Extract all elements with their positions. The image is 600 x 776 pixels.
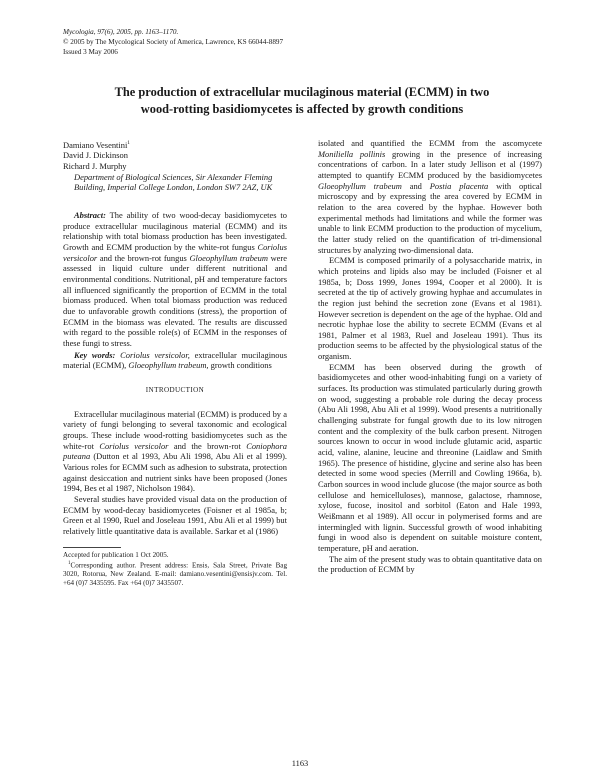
section-heading-introduction: INTRODUCTION	[145, 385, 205, 394]
issued-date: Issued 3 May 2006	[63, 48, 118, 56]
copyright-line: © 2005 by The Mycological Society of America, Lawrence, KS 66044-8897	[63, 38, 284, 46]
body-paragraph: ECMM is composed primarily of a polysaccharide matrix, in which proteins and lipids also may be included (Foisner et al 1985a, b; Doss 1999, Jones 1994, Cooper et al 2000). It is secreted at the tip of actively growing hyphae and accumulates in the region just behind the secretion zone (Evans et al 1981). However secretion is dependent on the age of the hyphae. Old and necrotic hyphae lose the ability to secrete ECMM (Evans et al 1981, Palmer et al 1983, Ruel and Joseleau 1991). Thus its production seems to be affected by the physiological status of the organism.	[318, 255, 542, 362]
accepted-date: Accepted for publication 1 Oct 2005.	[63, 551, 169, 560]
abstract: Abstract: The ability of two wood-decay basidiomycetes to produce extracellular mucilaginous material (ECMM) and its relationship with total biomass production has been investigated. Growth and ECMM production by the white-rot fungus Coriolus versicolor and the brown-rot fungus Gloeophyllum trabeum were assessed in liquid culture under different nutritional and environmental conditions. Nutritional, pH and temperature factors all influenced significantly the proportion of ECMM in the total biomass produced. When total biomass production was reduced due to unfavorable growth conditions (stress), the proportion of ECMM in the biomass was elevated. The results are discussed with regard to the possible role(s) of ECMM in the responses of these fungi to stress.	[63, 210, 287, 348]
journal-header	[63, 27, 283, 57]
journal-citation: Mycologia, 97(6), 2005, pp. 1163–1170.	[63, 28, 179, 36]
author-affiliation: Department of Biological Sciences, Sir Alexander Fleming Building, Imperial College London, London SW7 2AZ, UK	[74, 171, 273, 193]
footnote-divider	[63, 547, 121, 548]
author-list	[63, 138, 287, 172]
body-paragraph: isolated and quantified the ECMM from the ascomycete Moniliella pollinis growing in the presence of increasing concentrations of carbon. In a later study Jellison et al (1997) attempted to quantify ECMM produced by the basidiomycetes Gloeophyllum trabeum and Postia placenta with optical microscopy and by expressing the area covered by ECMM in relation to the area covered by the hyphae. However both experimental methods had limitations and while the former was unable to link ECMM production to the production of mycelium, the latter study relied on the quantification of tri-dimensional structures by analyzing two-dimensional data.	[318, 138, 542, 255]
footnotes	[63, 547, 287, 588]
author-name: Richard J. Murphy	[63, 161, 127, 172]
page-number: 1163	[291, 759, 309, 768]
body-paragraph: Extracellular mucilaginous material (ECMM) is produced by a variety of fungi belonging to several taxonomic and ecological groups. These include wood-rotting basidiomycetes such as the white-rot Coriolus versicolor and the brown-rot Coniophora puteana (Dutton et al 1993, Abu Ali 1998, Abu Ali et al 1999). Various roles for ECMM such as adhesion to substrata, protection against desiccation and nutrient sinks have been proposed (Jones 1994, Bes et al 1987, Nicholson 1984).	[63, 408, 287, 494]
body-paragraph: The aim of the present study was to obtain quantitative data on the production of ECMM by	[318, 553, 542, 575]
corresponding-author-note: $^1$Corresponding author. Present address: Ensis, Sala Street, Private Bag 3020, Rotorua, New Zealand. E-mail: damiano.vesentini@ensisjv.com. Tel. +64 (0)7 3435595. Fax +64 (0)7 3435507.	[63, 561, 287, 588]
right-column	[318, 138, 542, 575]
keywords: Key words: Coriolus versicolor, extracellular mucilaginous material (ECMM), Gloeophyllum trabeum, growth conditions	[63, 349, 287, 371]
left-column	[63, 138, 287, 588]
article-title: The production of extracellular mucilaginous material (ECMM) in two wood-rotting basidiomycetes is affected by growth conditions	[114, 85, 490, 116]
body-paragraph: Several studies have provided visual data on the production of ECMM by wood-decay basidiomycetes (Foisner et al 1985a, b; Green et al 1990, Ruel and Joseleau 1991, Abu Ali et al 1999) but relatively little quantitative data is available. Sarkar et al (1986)	[63, 493, 287, 536]
author-name: David J. Dickinson	[63, 150, 128, 161]
author-name: Damiano Vesentini$^1$	[63, 139, 131, 150]
body-paragraph: ECMM has been observed during the growth of basidiomycetes and other wood-inhabiting fungi on a variety of surfaces. Its production was stimulated particularly during growth on wood, suggesting a probable role during the decay process (Abu Ali 1998, Abu Ali et al 1999). Wood presents a nutritionally challenging substrate for fungal growth due to its low nitrogen content and the complexity of the bulk carbon present. Nitrogen sources known to occur in wood include glutamic acid, aspartic acid, valine, alanine, leucine and threonine (Laidlaw and Smith 1965). The presence of histidine, glycine and serine also has been detected in some wood species (Merrill and Cowling 1966a, b). Carbon sources in wood include glucose (the major source as both cellulose and hemicelluloses), mannose, galactose, rhamnose, xylose, fucose, inositol and sorbitol (Eaton and Hale 1993, Weißmann et al 1989). All occur in polymerised forms and are intermingled with lignin. Successful growth of wood inhabiting fungi in wood also is dependent on suitable moisture content, temperature, pH and aeration.	[318, 361, 543, 553]
